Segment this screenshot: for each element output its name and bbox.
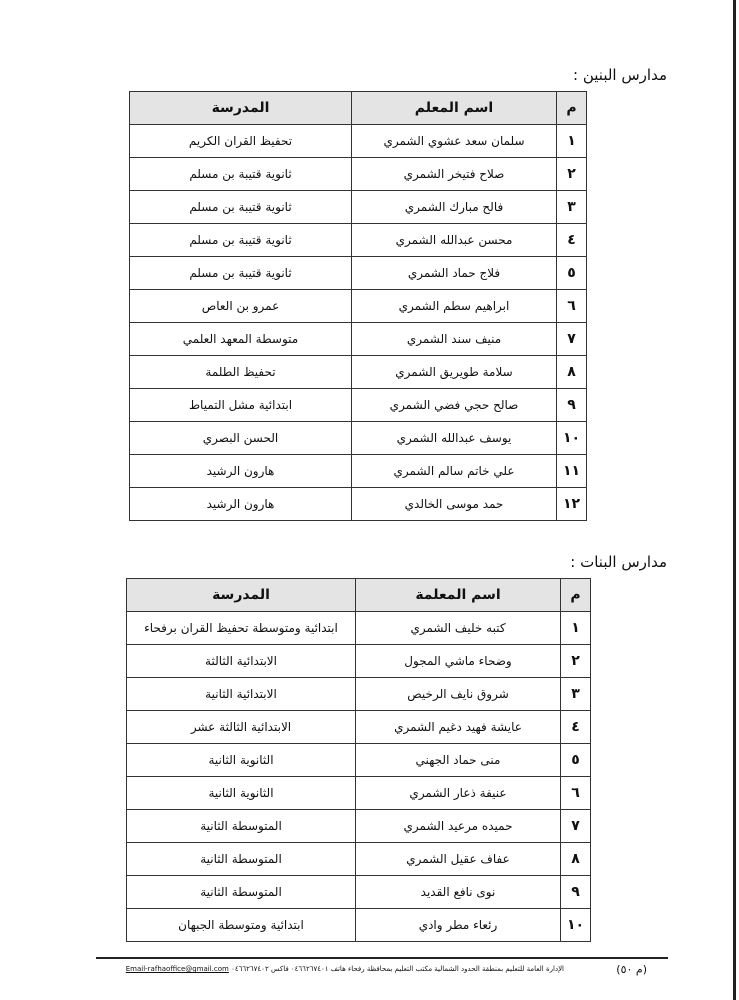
table-row xyxy=(127,678,591,711)
row-number: ١٠ xyxy=(557,422,587,455)
teacher-name: وضحاء ماشي المجول xyxy=(356,645,561,678)
teacher-name: ابراهيم سطم الشمري xyxy=(352,290,557,323)
table-header-row xyxy=(127,579,591,612)
girls-table-body xyxy=(127,612,591,942)
teacher-name: شروق نايف الرخيص xyxy=(356,678,561,711)
table-row xyxy=(130,389,587,422)
row-number: ٥ xyxy=(557,257,587,290)
table-row xyxy=(130,422,587,455)
footer-address: الإدارة العامة للتعليم بمنطقة الحدود الشمالية مكتب التعليم بمحافظة رفحاء هاتف ٠٤٦٦٢٦٧٤٠١ فاكس ٠٤٦٦٢٦٧٤٠٢ xyxy=(231,965,564,973)
school-name: ابتدائية مشل التمياط xyxy=(130,389,352,422)
table-row xyxy=(127,744,591,777)
table-row xyxy=(127,777,591,810)
school-name: متوسطة المعهد العلمي xyxy=(130,323,352,356)
row-number: ٢ xyxy=(557,158,587,191)
teacher-name: فلاج حماد الشمري xyxy=(352,257,557,290)
teacher-name: فالح مبارك الشمري xyxy=(352,191,557,224)
row-number: ٣ xyxy=(561,678,591,711)
row-number: ٧ xyxy=(561,810,591,843)
row-number: ٨ xyxy=(557,356,587,389)
header-teacher-name: اسم المعلم xyxy=(352,92,557,125)
table-row xyxy=(130,323,587,356)
school-name: الابتدائية الثانية xyxy=(127,678,356,711)
school-name: ابتدائية ومتوسطة الجبهان xyxy=(127,909,356,942)
teacher-name: رئعاء مطر وادي xyxy=(356,909,561,942)
header-school: المدرسة xyxy=(130,92,352,125)
school-name: الابتدائية الثالثة عشر xyxy=(127,711,356,744)
school-name: الحسن البصري xyxy=(130,422,352,455)
row-number: ١٠ xyxy=(561,909,591,942)
table-row xyxy=(130,224,587,257)
girls-section-title: مدارس البنات : xyxy=(570,553,667,571)
teacher-name: حميده مرعيد الشمري xyxy=(356,810,561,843)
header-school: المدرسة xyxy=(127,579,356,612)
teacher-name: عايشة فهيد دغيم الشمري xyxy=(356,711,561,744)
row-number: ٧ xyxy=(557,323,587,356)
row-number: ١٢ xyxy=(557,488,587,521)
table-row xyxy=(127,711,591,744)
table-row xyxy=(130,455,587,488)
table-row xyxy=(127,876,591,909)
teacher-name: سلامة طويريق الشمري xyxy=(352,356,557,389)
row-number: ١١ xyxy=(557,455,587,488)
table-row xyxy=(130,488,587,521)
girls-teachers-table xyxy=(126,578,591,942)
teacher-name: علي خاتم سالم الشمري xyxy=(352,455,557,488)
school-name: هارون الرشيد xyxy=(130,455,352,488)
school-name: ثانوية قتيبة بن مسلم xyxy=(130,224,352,257)
boys-teachers-table xyxy=(129,91,587,521)
table-row xyxy=(130,257,587,290)
teacher-name: محسن عبدالله الشمري xyxy=(352,224,557,257)
row-number: ٦ xyxy=(561,777,591,810)
table-row xyxy=(130,125,587,158)
table-row xyxy=(127,612,591,645)
boys-table-body xyxy=(130,125,587,521)
row-number: ٨ xyxy=(561,843,591,876)
teacher-name: منى حماد الجهني xyxy=(356,744,561,777)
school-name: عمرو بن العاص xyxy=(130,290,352,323)
table-row xyxy=(130,191,587,224)
school-name: الثانوية الثانية xyxy=(127,744,356,777)
school-name: هارون الرشيد xyxy=(130,488,352,521)
teacher-name: منيف سند الشمري xyxy=(352,323,557,356)
teacher-name: عفاف عقيل الشمري xyxy=(356,843,561,876)
teacher-name: نوى نافع القديد xyxy=(356,876,561,909)
teacher-name: يوسف عبدالله الشمري xyxy=(352,422,557,455)
row-number: ٤ xyxy=(561,711,591,744)
row-number: ٥ xyxy=(561,744,591,777)
school-name: ثانوية قتيبة بن مسلم xyxy=(130,257,352,290)
header-teacher-name: اسم المعلمة xyxy=(356,579,561,612)
teacher-name: عنيفة ذعار الشمري xyxy=(356,777,561,810)
header-num: م xyxy=(561,579,591,612)
table-row xyxy=(127,843,591,876)
row-number: ٦ xyxy=(557,290,587,323)
teacher-name: صالح حجي فضي الشمري xyxy=(352,389,557,422)
row-number: ١ xyxy=(561,612,591,645)
table-row xyxy=(130,290,587,323)
footer-contact xyxy=(114,965,564,973)
footer-email[interactable]: Email-rafhaoffice@gmail.com xyxy=(125,965,229,973)
table-header-row xyxy=(130,92,587,125)
school-name: ثانوية قتيبة بن مسلم xyxy=(130,191,352,224)
table-row xyxy=(130,158,587,191)
footer-divider xyxy=(96,957,668,959)
teacher-name: سلمان سعد عشوي الشمري xyxy=(352,125,557,158)
header-num: م xyxy=(557,92,587,125)
page-edge-line xyxy=(733,0,736,1000)
row-number: ٩ xyxy=(561,876,591,909)
row-number: ٢ xyxy=(561,645,591,678)
teacher-name: حمد موسى الخالدي xyxy=(352,488,557,521)
school-name: ابتدائية ومتوسطة تحفيظ القران برفحاء xyxy=(127,612,356,645)
school-name: ثانوية قتيبة بن مسلم xyxy=(130,158,352,191)
school-name: المتوسطة الثانية xyxy=(127,843,356,876)
page-number: (م ٥٠) xyxy=(616,963,647,976)
row-number: ٣ xyxy=(557,191,587,224)
school-name: المتوسطة الثانية xyxy=(127,876,356,909)
teacher-name: صلاح فتيخر الشمري xyxy=(352,158,557,191)
row-number: ٤ xyxy=(557,224,587,257)
school-name: المتوسطة الثانية xyxy=(127,810,356,843)
table-row xyxy=(127,645,591,678)
table-row xyxy=(127,810,591,843)
school-name: تحفيظ الطلمة xyxy=(130,356,352,389)
school-name: الابتدائية الثالثة xyxy=(127,645,356,678)
teacher-name: كتبه خليف الشمري xyxy=(356,612,561,645)
row-number: ١ xyxy=(557,125,587,158)
school-name: الثانوية الثانية xyxy=(127,777,356,810)
boys-section-title: مدارس البنين : xyxy=(573,66,667,84)
row-number: ٩ xyxy=(557,389,587,422)
table-row xyxy=(130,356,587,389)
table-row xyxy=(127,909,591,942)
school-name: تحفيظ القران الكريم xyxy=(130,125,352,158)
